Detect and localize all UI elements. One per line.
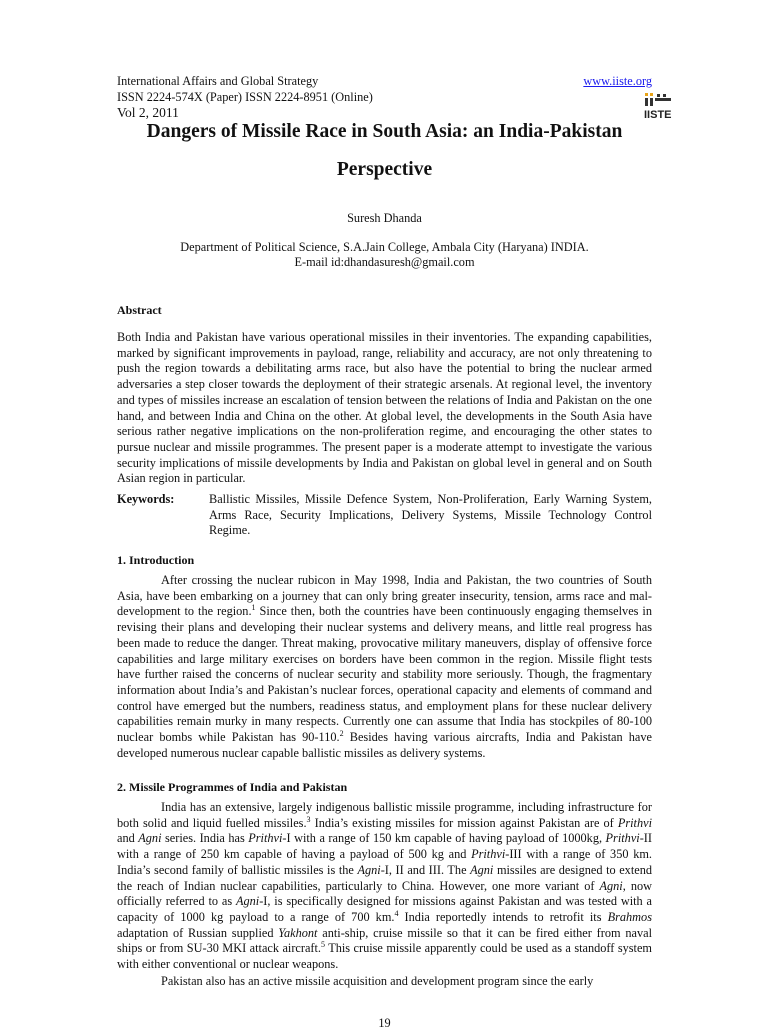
page-number: 19 xyxy=(378,1016,391,1030)
abstract-heading: Abstract xyxy=(117,303,162,317)
text-run: India has an extensive, largely indigenous ballistic missile programme, including infrastructure for both solid and liquid fuelled missiles. xyxy=(117,800,652,830)
text-run: adaptation of Russian supplied xyxy=(117,925,279,940)
missile-name: Yakhont xyxy=(278,925,318,940)
text-run: , now officially referred to as xyxy=(117,878,652,909)
keywords-text: Ballistic Missiles, Missile Defence System, Non-Proliferation, Early Warning System, Arms Race, Security Implications, Delivery Systems, Missile Technology Control Regime. xyxy=(209,492,652,538)
missile-name: Agni xyxy=(235,894,260,909)
missile-name: Agni xyxy=(357,862,381,877)
issn-line: ISSN 2224-574X (Paper) ISSN 2224-8951 (Online) xyxy=(117,90,373,104)
footnote-ref-2[interactable]: 2 xyxy=(339,728,344,738)
author-affiliation: Department of Political Science, S.A.Jain College, Ambala City (Haryana) INDIA. xyxy=(180,240,589,254)
text-run: anti-ship, cruise missile so that it can be fired either from naval ships or from SU-30 MKI attack aircraft. xyxy=(117,925,652,956)
section-1-heading: 1. Introduction xyxy=(117,553,195,567)
section-2-paragraph xyxy=(117,800,652,973)
keywords-label: Keywords: xyxy=(117,492,175,506)
missile-name: Agni xyxy=(470,862,494,877)
missile-name: Prithvi xyxy=(617,815,652,830)
author-name: Suresh Dhanda xyxy=(347,211,422,225)
paper-title-line1: Dangers of Missile Race in South Asia: an India-Pakistan xyxy=(146,121,623,142)
text-run: India’s existing missiles for mission against Pakistan are of xyxy=(310,815,618,830)
section-1-paragraph xyxy=(117,573,652,761)
missile-name: Agni xyxy=(138,831,162,846)
text-run: India reportedly intends to retrofit its xyxy=(398,909,608,924)
text-run: -I, is specifically designed for missions against Pakistan and was tested with a capacity of 1000 kg payload to a range of 700 km. xyxy=(117,894,652,924)
missile-name: Prithvi xyxy=(471,847,506,862)
journal-header xyxy=(117,73,652,121)
text-run: This cruise missile apparently could be used as a standoff system with either conventional or nuclear weapons. xyxy=(117,941,652,972)
iiste-logo xyxy=(644,93,672,119)
footnote-ref-5[interactable]: 5 xyxy=(321,940,326,950)
footnote-ref-3[interactable]: 3 xyxy=(306,814,311,824)
paper-title-line2: Perspective xyxy=(336,159,433,180)
footnote-ref-4[interactable]: 4 xyxy=(394,908,399,918)
text-run: -I with a range of 150 km capable of having payload of 1000kg, xyxy=(282,831,606,846)
missile-name: Prithvi xyxy=(248,831,283,846)
text-run: After crossing the nuclear rubicon in May 1998, India and Pakistan, the two countries of South Asia, have been embarking on a journey that can only bring greater insecurity, tension, arms race and mal-development to the region. xyxy=(117,573,652,619)
text-run: -II with a range of 250 km capable of having a payload of 500 kg and xyxy=(117,831,652,862)
volume-line: Vol 2, 2011 xyxy=(117,105,179,120)
missile-name: Agni xyxy=(599,878,623,893)
footnote-ref-1[interactable]: 1 xyxy=(251,603,256,613)
text-run: Since then, both the countries have been continuously engaging themselves in revising their plans and developing their nuclear systems and delivery means, and little real progress has been made to reduce the danger. Threat making, provocative military maneuvers, display of offensive force capabilities and large military exercises on borders have been common in the region. Missile flight tests have further raised the concerns of nuclear security and stability more seriously. Though, the fragmentary information about India’s and Pakistan’s nuclear forces, operational capacity and elements of command and control have emerged but the numbers, readiness status, and employment plans for these nuclear delivery capabilities remain murky in many respects. Currently one can assume that India has stockpiles of 80-100 nuclear bombs while Pakistan has 90-110. xyxy=(117,604,652,745)
text-run: Besides having various aircrafts, India and Pakistan have developed numerous nuclear capable ballistic missiles as delivery systems. xyxy=(117,730,652,760)
page-content xyxy=(117,0,672,1030)
journal-website-link[interactable]: www.iiste.org xyxy=(583,74,652,88)
text-run: missiles are designed to extend the reach of Indian nuclear capabilities, particularly to China. However, one more variant of xyxy=(117,862,652,893)
section-2-paragraph-2: Pakistan also has an active missile acquisition and development program since the early xyxy=(161,974,594,988)
journal-name: International Affairs and Global Strategy xyxy=(117,74,319,88)
text-run: and xyxy=(117,831,139,846)
missile-name: Prithvi xyxy=(605,831,640,846)
text-run: -I, II and III. The xyxy=(380,862,471,877)
logo-text: IISTE xyxy=(644,109,672,119)
keywords-block xyxy=(117,492,652,538)
abstract-text: Both India and Pakistan have various operational missiles in their inventories. The expanding capabilities, marked by significant improvements in payload, range, reliability and accuracy, are not only threatening to push the region towards a debilitating arms race, but also have the potential to bring the nuclear armed adversaries a step closer towards the deployment of their strategic arsenals. At regional level, the inventory and types of missiles increase an escalation of tension between the relations of India and Pakistan on the one hand, and between India and China on the other. At global level, the developments in the South Asia have serious rather negative implications on the non-proliferation regime, and encouraging the other states to pursue nuclear and missile programmes. The present paper is a moderate attempt to investigate the various security implications of missile developments by India and Pakistan on global level in general and on South Asian region in particular. xyxy=(117,330,652,486)
text-run: -III with a range of 350 km. India’s second family of ballistic missiles is the xyxy=(117,847,652,877)
section-2-heading: 2. Missile Programmes of India and Pakistan xyxy=(117,780,348,794)
author-email: E-mail id:dhandasuresh@gmail.com xyxy=(294,255,475,269)
missile-name: Brahmos xyxy=(607,909,652,924)
text-run: series. India has xyxy=(161,831,249,846)
